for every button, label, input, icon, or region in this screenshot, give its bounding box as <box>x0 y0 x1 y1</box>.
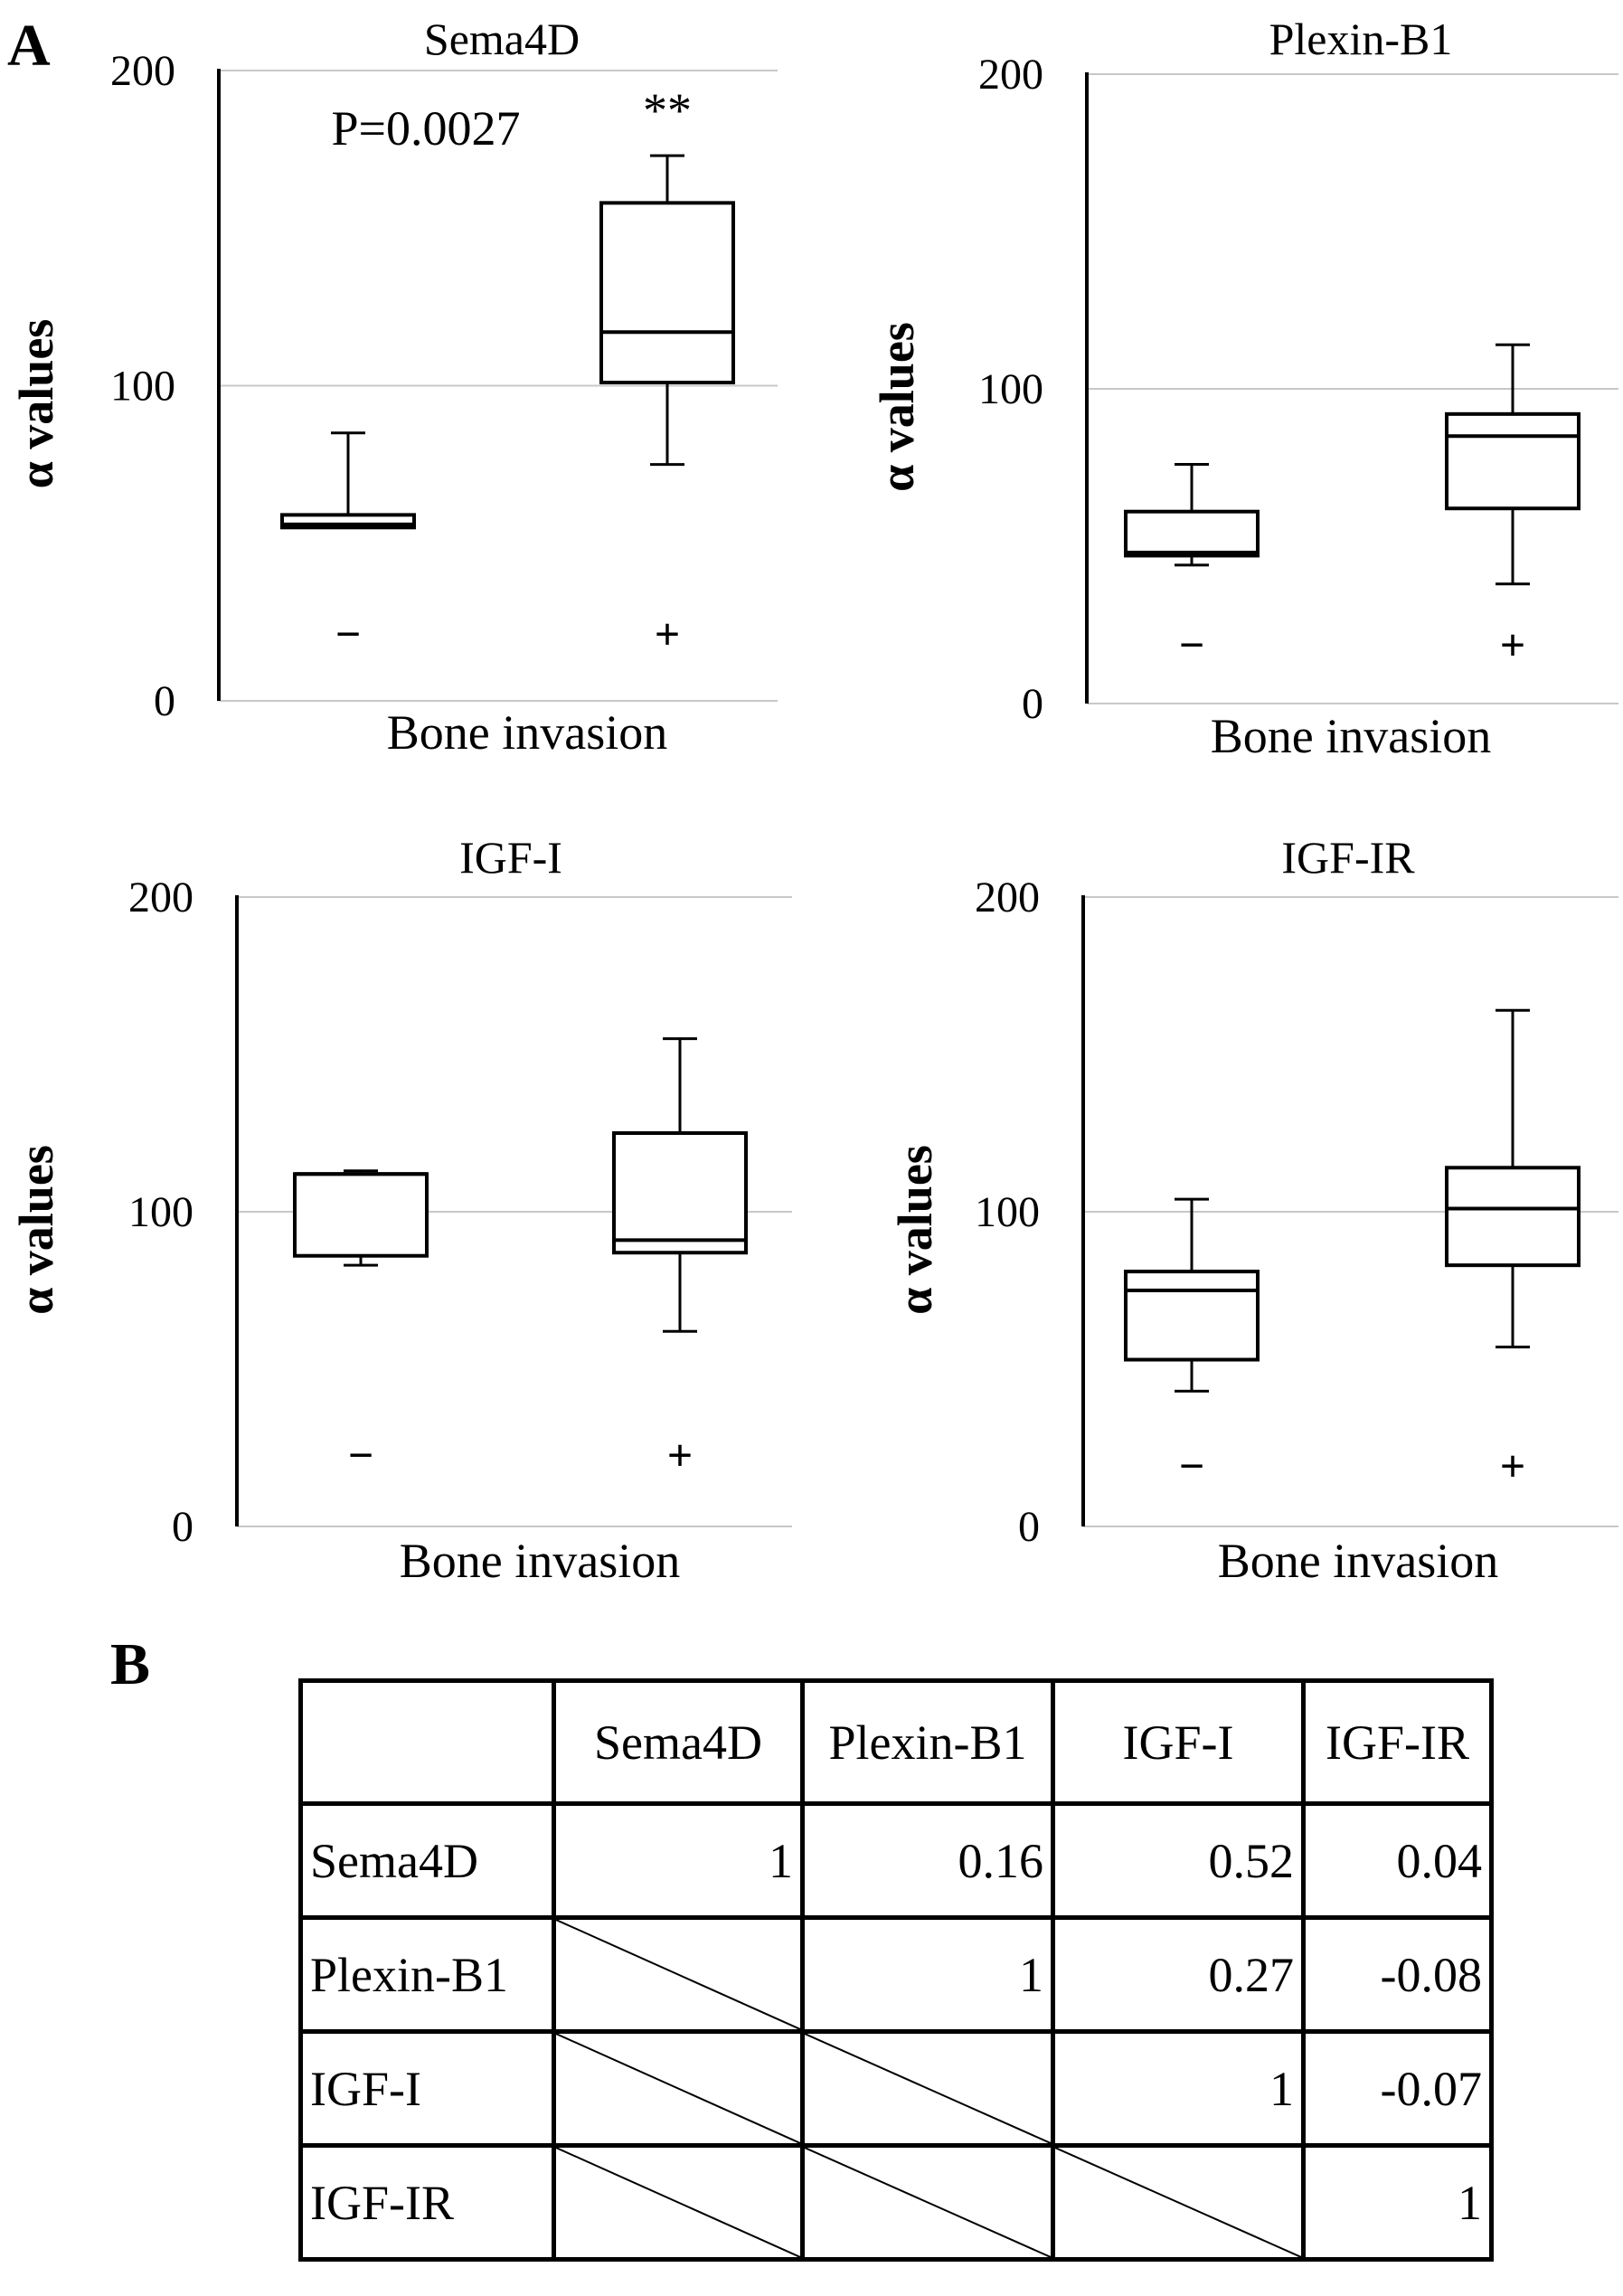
table-cell: -0.07 <box>1304 2032 1492 2146</box>
category-label: − <box>1178 619 1205 670</box>
box-iqr <box>1447 1167 1579 1265</box>
table-row-header: Sema4D <box>301 1804 554 1918</box>
category-label: − <box>347 1430 374 1480</box>
table-cell: 0.04 <box>1304 1804 1492 1918</box>
y-axis-label: α values <box>888 1145 942 1315</box>
table-empty-cell <box>554 1918 803 2032</box>
table-row-header: IGF-I <box>301 2032 554 2146</box>
table-row <box>301 1918 1492 2032</box>
category-label: + <box>1499 619 1526 670</box>
box-iqr <box>1126 1271 1258 1359</box>
table-cell: 0.16 <box>803 1804 1053 1918</box>
correlation-table <box>298 1678 1494 2262</box>
y-tick-label: 100 <box>975 1188 1040 1236</box>
table-cell: 0.52 <box>1053 1804 1304 1918</box>
y-tick-label: 0 <box>1022 680 1043 728</box>
y-tick-label: 200 <box>128 874 193 921</box>
y-axis-label: α values <box>9 318 63 489</box>
table-row <box>301 1804 1492 1918</box>
x-axis-label: Bone invasion <box>1217 1534 1499 1588</box>
panel-a-label: A <box>7 13 51 79</box>
box-iqr <box>614 1133 746 1252</box>
y-tick-label: 0 <box>1018 1503 1040 1551</box>
category-label: − <box>335 609 362 659</box>
table-empty-cell <box>554 2146 803 2260</box>
table-empty-cell <box>1053 2146 1304 2260</box>
table-cell: -0.08 <box>1304 1918 1492 2032</box>
x-axis-label: Bone invasion <box>1210 709 1492 763</box>
table-cell: 1 <box>803 1918 1053 2032</box>
table-cell: 1 <box>1304 2146 1492 2260</box>
table-row-header: IGF-IR <box>301 2146 554 2260</box>
table-empty-cell <box>803 2146 1053 2260</box>
table-header-row <box>301 1681 1492 1804</box>
y-tick-label: 100 <box>110 362 175 411</box>
x-axis-label: Bone invasion <box>386 705 668 760</box>
table-col-header: IGF-IR <box>1304 1681 1492 1804</box>
table-col-header: Plexin-B1 <box>803 1681 1053 1804</box>
box-iqr <box>295 1174 427 1255</box>
category-label: + <box>1499 1441 1526 1491</box>
table-col-header: IGF-I <box>1053 1681 1304 1804</box>
y-tick-label: 100 <box>128 1188 193 1236</box>
p-value-annotation: P=0.0027 <box>331 101 521 156</box>
y-tick-label: 0 <box>172 1503 193 1551</box>
y-tick-label: 200 <box>975 874 1040 921</box>
y-tick-label: 100 <box>978 365 1043 413</box>
table-cell: 1 <box>554 1804 803 1918</box>
y-axis-label: α values <box>870 322 924 492</box>
chart-title: IGF-I <box>459 832 562 883</box>
panel-b-label: B <box>110 1631 151 1697</box>
category-label: − <box>1178 1441 1205 1491</box>
table-empty-cell <box>554 2032 803 2146</box>
box-iqr <box>601 203 733 383</box>
table-corner-cell <box>301 1681 554 1804</box>
category-label: + <box>654 609 681 659</box>
significance-marker: ** <box>643 83 692 137</box>
y-tick-label: 0 <box>154 677 175 725</box>
table-row <box>301 2146 1492 2260</box>
chart-title: IGF-IR <box>1281 832 1415 883</box>
y-tick-label: 200 <box>978 51 1043 99</box>
chart-title: Sema4D <box>423 14 580 64</box>
table-empty-cell <box>803 2032 1053 2146</box>
box-iqr <box>1126 512 1258 556</box>
y-tick-label: 200 <box>110 47 175 95</box>
table-col-header: Sema4D <box>554 1681 803 1804</box>
x-axis-label: Bone invasion <box>399 1534 681 1588</box>
table-cell: 0.27 <box>1053 1918 1304 2032</box>
category-label: + <box>666 1430 694 1480</box>
y-axis-label: α values <box>9 1145 63 1315</box>
table-row <box>301 2032 1492 2146</box>
table-row-header: Plexin-B1 <box>301 1918 554 2032</box>
chart-title: Plexin-B1 <box>1269 14 1453 64</box>
table-cell: 1 <box>1053 2032 1304 2146</box>
box-iqr <box>1447 414 1579 508</box>
